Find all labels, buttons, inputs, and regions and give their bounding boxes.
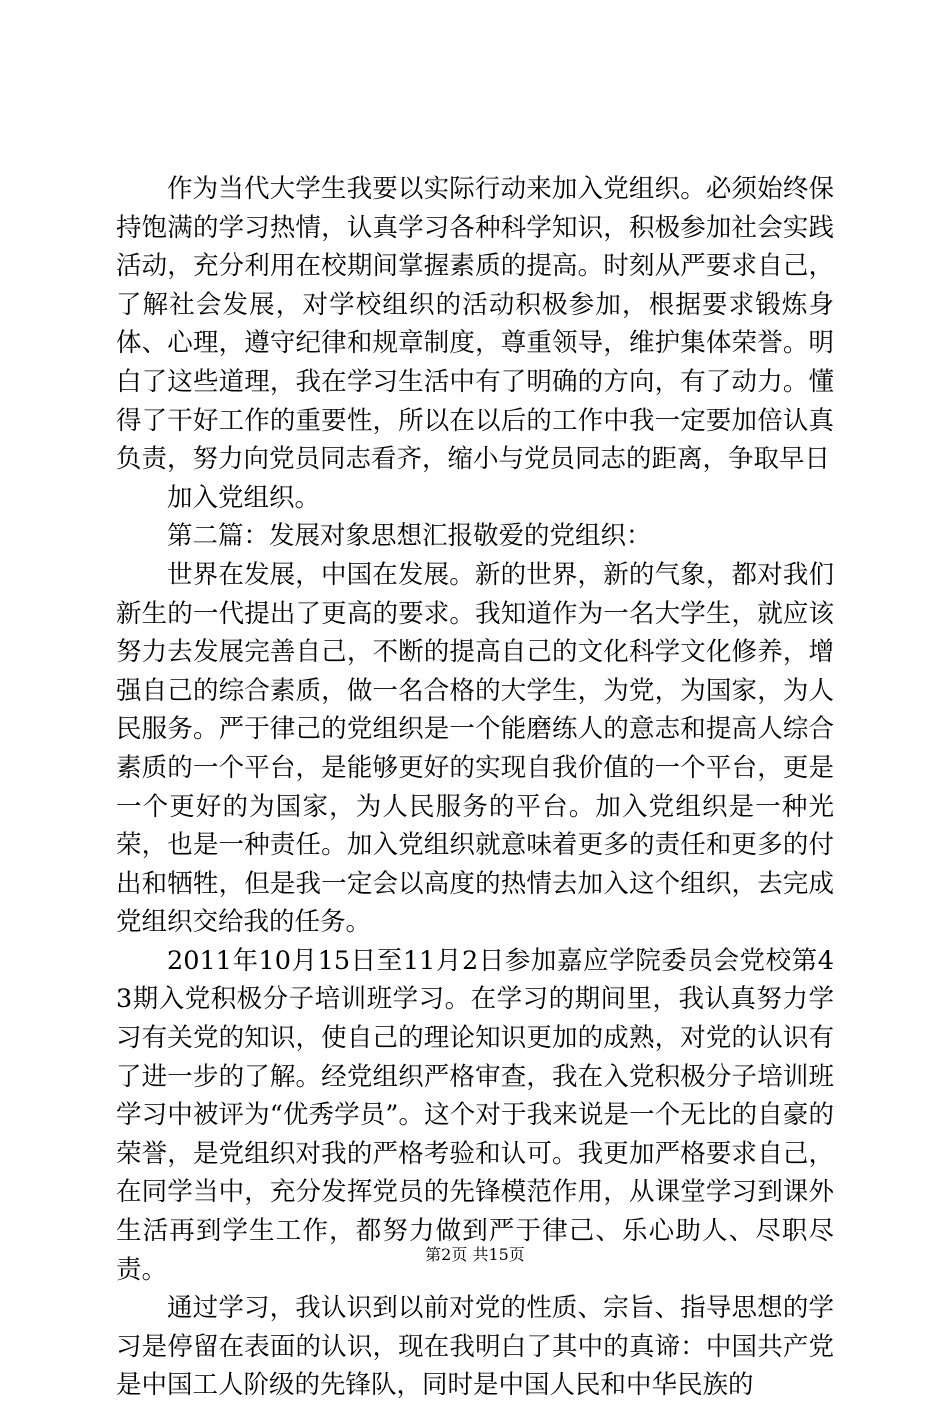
page-number-footer: 第2页 共15页	[425, 1245, 525, 1264]
section-heading: 第二篇：发展对象思想汇报敬爱的党组织：	[167, 521, 652, 552]
paragraph-4: 2011年10月15日至11月2日参加嘉应学院委员会党校第43期入党积极分子培训班学习。在学习的期间里，我认真努力学习有关党的知识，使自己的理论知识更加的成熟，对党的认识有了进一步的了解。经党组织严格审查，我在入党积极分子培训班学习中被评为“优秀学员”。这个对于我来说是一个无比的自豪的荣誉，是党组织对我的严格考验和认可。我更加严格要求自己，在同学当中，充分发挥党员的先锋模范作用，从课堂学习到课外生活再到学生工作，都努力做到严于律己、乐心助人、尽职尽责。	[116, 945, 834, 1285]
paragraph-2: 加入党组织。	[167, 482, 321, 513]
paragraph-3: 世界在发展，中国在发展。新的世界，新的气象，都对我们新生的一代提出了更高的要求。我知道作为一名大学生，就应该努力去发展完善自己，不断的提高自己的文化科学文化修养，增强自己的综合素质，做一名合格的大学生，为党，为国家，为人民服务。严于律己的党组织是一个能磨练人的意志和提高人综合素质的一个平台，是能够更好的实现自我价值的一个平台，更是一个更好的为国家，为人民服务的平台。加入党组织是一种光荣，也是一种责任。加入党组织就意味着更多的责任和更多的付出和牺牲，但是我一定会以高度的热情去加入这个组织，去完成党组织交给我的任务。	[116, 559, 834, 938]
document-body	[116, 170, 834, 1405]
paragraph-5: 通过学习，我认识到以前对党的性质、宗旨、指导思想的学习是停留在表面的认识，现在我明白了其中的真谛：中国共产党是中国工人阶级的先锋队，同时是中国人民和中华民族的	[116, 1293, 834, 1401]
paragraph-1: 作为当代大学生我要以实际行动来加入党组织。必须始终保持饱满的学习热情，认真学习各种科学知识，积极参加社会实践活动，充分利用在校期间掌握素质的提高。时刻从严要求自己，了解社会发展，对学校组织的活动积极参加，根据要求锻炼身体、心理，遵守纪律和规章制度，尊重领导，维护集体荣誉。明白了这些道理，我在学习生活中有了明确的方向，有了动力。懂得了干好工作的重要性，所以在以后的工作中我一定要加倍认真负责，努力向党员同志看齐，缩小与党员同志的距离，争取早日	[116, 174, 834, 475]
